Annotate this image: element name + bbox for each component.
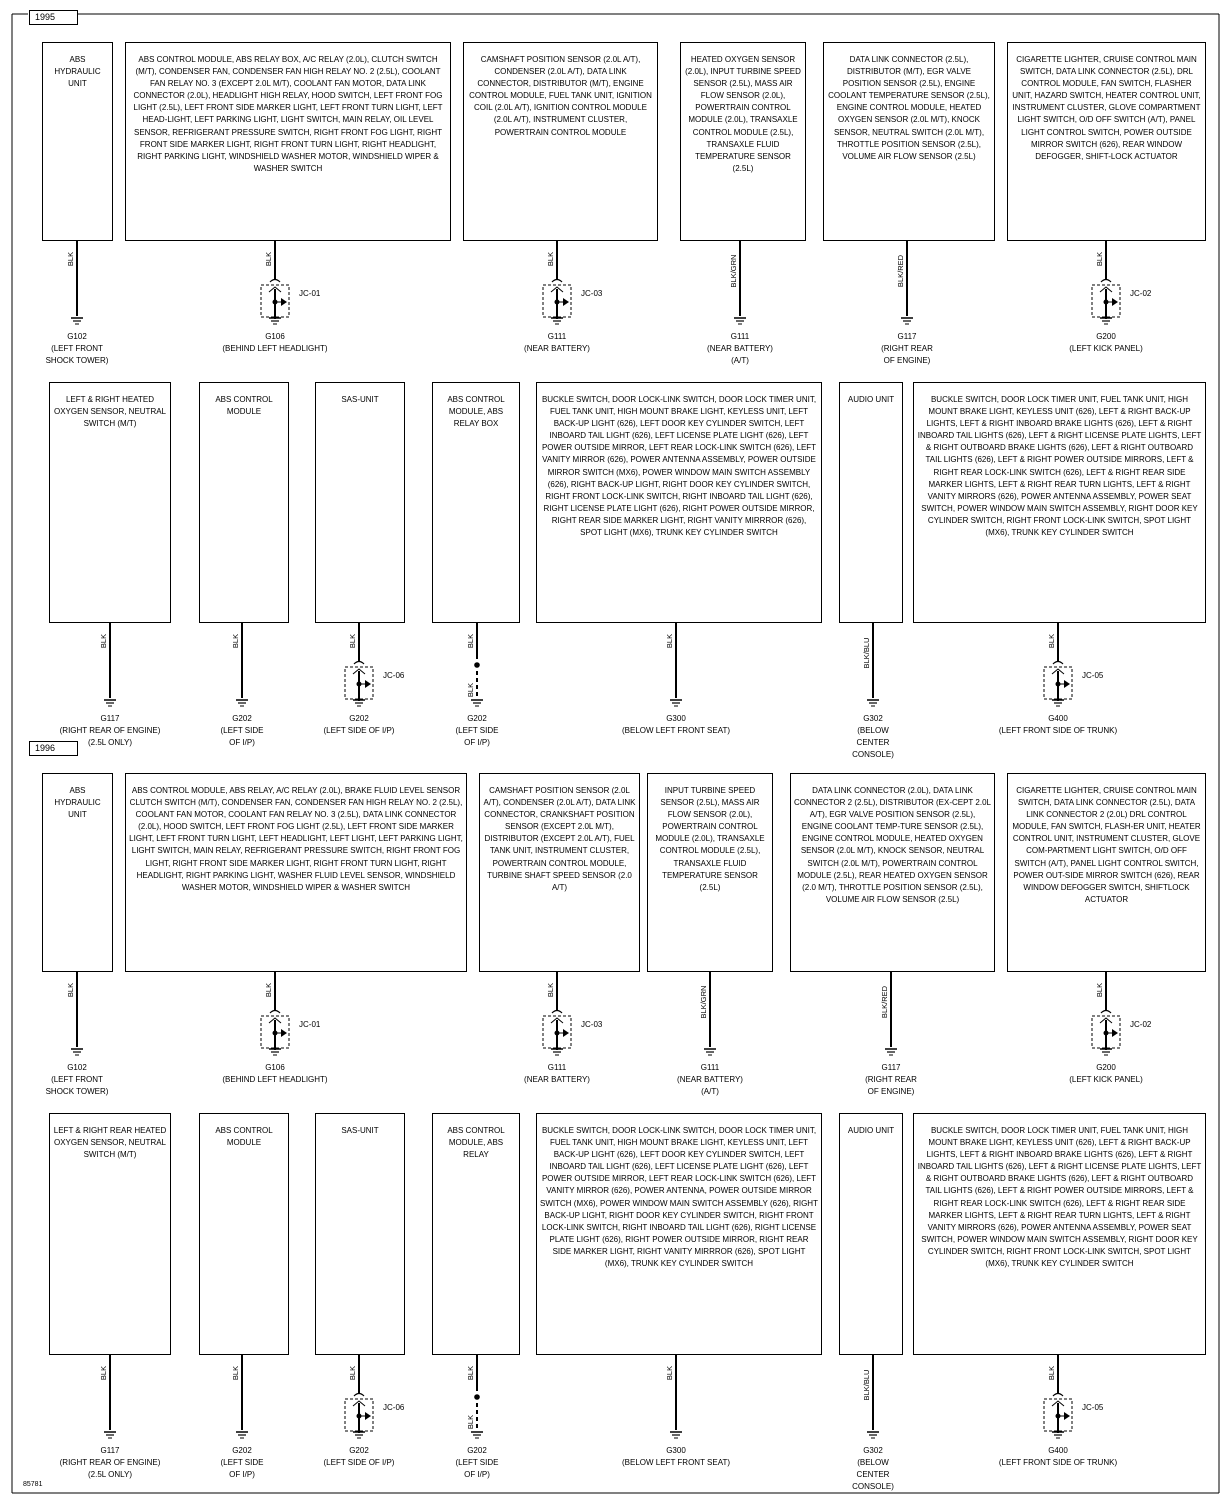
figure-number: 85781: [23, 1481, 43, 1488]
ground-id: G400: [1048, 1446, 1068, 1455]
ground-id: G200: [1096, 332, 1116, 341]
component-box: CIGARETTE LIGHTER, CRUISE CONTROL MAIN SWITCH, DATA LINK CONNECTOR (2.5L), DATA LINK CONNECTOR 2 (2.0L) DRL CONTROL MODULE, FAN SWITCH, FLASH-ER UNIT, HEATER CONTROL UNIT, INSTRUMENT CLUSTER, GLOVE COM-PARTMENT LIGHT SWITCH, O/D OFF SWITCH (A/T), PANEL LIGHT CONTROL SWITCH, POWER OUT-SIDE MIRROR SWITCH (626), REAR WINDOW DEFOGGER SWITCH, SHIFTLOCK ACTUATOR: [1007, 773, 1206, 972]
component-box: ABS CONTROL MODULE, ABS RELAY BOX, A/C RELAY (2.0L), CLUTCH SWITCH (M/T), CONDENSER FAN, CONDENSER FAN HIGH RELAY NO. 2 (2.5L), COOLANT FAN RELAY NO. 3 (EXCEPT 2.0L M/T), COOLANT FAN MOTOR, DATA LINK CONNECTOR (2.0L), HEADLIGHT HIGH RELAY, HOOD SWITCH, LEFT FRONT FOG LIGHT (2.5L), LEFT FRONT SIDE MARKER LIGHT, LEFT FRONT TURN LIGHT, LEFT HEAD-LIGHT, LEFT PARKING LIGHT, LIGHT SWITCH, MAIN RELAY, OIL LEVEL SENSOR, REFRIGERANT PRESSURE SWITCH, RIGHT FRONT FOG LIGHT, RIGHT FRONT SIDE MARKER LIGHT, RIGHT FRONT TURN LIGHT, RIGHT HEADLIGHT, RIGHT PARKING LIGHT, WINDSHIELD WASHER MOTOR, WINDSHIELD WIPER & WASHER SWITCH: [125, 42, 451, 241]
junction-label: JC-02: [1130, 289, 1152, 298]
wire-color-label: BLK: [466, 1414, 475, 1430]
junction-connector-arc: [270, 280, 280, 283]
junction-connector-arc: [1101, 280, 1111, 283]
ground-location: (LEFT SIDE OF I/P): [323, 1458, 395, 1467]
wire-color-label: BLK: [1095, 251, 1104, 267]
ground-id: G117: [100, 1446, 120, 1455]
ground-location: (RIGHT REAR OF ENGINE): [881, 344, 933, 365]
ground-id: G400: [1048, 714, 1068, 723]
component-box: BUCKLE SWITCH, DOOR LOCK-LINK SWITCH, DOOR LOCK TIMER UNIT, FUEL TANK UNIT, HIGH MOUNT BRAKE LIGHT, KEYLESS UNIT, LEFT BACK-UP LIGHT (626), LEFT DOOR KEY CYLINDER SWITCH, LEFT INBOARD TAIL LIGHT (626), LEFT LICENSE PLATE LIGHT (626), LEFT POWER OUTSIDE MIRROR, LEFT REAR LOCK-LINK SWITCH (626), LEFT VANITY MIRROR (626), POWER ANTENNA, POWER OUTSIDE MIRROR SWITCH (MX6), POWER WINDOW MAIN SWITCH ASSEMBLY (626), RIGHT BACK-UP LIGHT, RIGHT DOOR KEY CYLINDER SWITCH, RIGHT FRONT LOCK-LINK SWITCH, RIGHT INBOARD TAIL LIGHT (626), RIGHT LICENSE PLATE LIGHT (626), RIGHT POWER OUTSIDE MIRROR, RIGHT REAR SIDE MARKER LIGHT, RIGHT VANITY MIRRROR (626), SPOT LIGHT (MX6), TRUNK KEY CYLINDER SWITCH: [536, 1113, 822, 1355]
wire-color-label: BLK: [231, 1365, 240, 1381]
component-box: DATA LINK CONNECTOR (2.0L), DATA LINK CONNECTOR 2 (2.5L), DISTRIBUTOR (EX-CEPT 2.0L A/T), EGR VALVE POSITION SENSOR (2.5L), ENGINE COOLANT TEMP-TURE SENSOR (2.5L), ENGINE CONTROL MODULE, HEATED OXYGEN SENSOR (2.0L M/T), KNOCK SENSOR, NEUTRAL SWITCH (2.0L M/T), POWERTRAIN CONTROL MODULE (2.5L), REAR HEATED OXYGEN SENSOR (2.0 M/T), THROTTLE POSITION SENSOR (2.5L), VOLUME AIR FLOW SENSOR (2.5L): [790, 773, 995, 972]
component-box: CAMSHAFT POSITION SENSOR (2.0L A/T), CONDENSER (2.0L A/T), DATA LINK CONNECTOR, DISTRIBUTOR (M/T), ENGINE CONTROL MODULE, FUEL TANK UNIT, IGNITION COIL (2.0L A/T), IGNITION CONTROL MODULE (2.0L A/T), INSTRUMENT CLUSTER, POWERTRAIN CONTROL MODULE: [463, 42, 658, 241]
component-box: ABS HYDRAULIC UNIT: [42, 42, 113, 241]
junction-label: JC-05: [1082, 1403, 1104, 1412]
component-box: INPUT TURBINE SPEED SENSOR (2.5L), MASS AIR FLOW SENSOR (2.0L), POWERTRAIN CONTROL MODULE (2.0L), TRANSAXLE CONTROL MODULE (2.5L), TRANSAXLE FLUID TEMPERATURE SENSOR (2.5L): [647, 773, 773, 972]
ground-location: (BELOW LEFT FRONT SEAT): [621, 1458, 731, 1467]
ground-id: G117: [881, 1063, 901, 1072]
component-box: ABS CONTROL MODULE: [199, 1113, 289, 1355]
junction-connector-splice: [357, 1414, 362, 1419]
wire-color-label: BLK/GRN: [699, 985, 708, 1019]
wire-color-label: BLK: [348, 1365, 357, 1381]
component-box: SAS-UNIT: [315, 382, 405, 623]
ground-id: G302: [863, 1446, 883, 1455]
wire-color-label: BLK: [66, 251, 75, 267]
ground-location: (NEAR BATTERY) (A/T): [707, 344, 773, 365]
ground-id: G202: [349, 714, 369, 723]
ground-id: G202: [349, 1446, 369, 1455]
junction-connector-splice: [357, 682, 362, 687]
ground-location: (LEFT SIDE OF I/P): [220, 1458, 264, 1479]
wire-color-label: BLK: [546, 982, 555, 998]
junction-connector-arc: [552, 1011, 562, 1014]
ground-location: (NEAR BATTERY): [524, 1075, 590, 1084]
ground-id: G200: [1096, 1063, 1116, 1072]
junction-connector-splice: [555, 1031, 560, 1036]
junction-label: JC-06: [383, 671, 405, 680]
component-box: DATA LINK CONNECTOR (2.5L), DISTRIBUTOR (M/T), EGR VALVE POSITION SENSOR (2.5L), ENGINE COOLANT TEMPERATURE SENSOR (2.5L), ENGINE CONTROL MODULE, HEATED OXYGEN SENSOR (2.0L M/T), KNOCK SENSOR, NEUTRAL SWITCH (2.0L M/T), THROTTLE POSITION SENSOR (2.5L), VOLUME AIR FLOW SENSOR (2.5L): [823, 42, 995, 241]
ground-id: G111: [547, 332, 567, 341]
component-box: LEFT & RIGHT HEATED OXYGEN SENSOR, NEUTRAL SWITCH (M/T): [49, 382, 171, 623]
component-box: LEFT & RIGHT REAR HEATED OXYGEN SENSOR, NEUTRAL SWITCH (M/T): [49, 1113, 171, 1355]
ground-id: G117: [897, 332, 917, 341]
ground-location: (LEFT KICK PANEL): [1069, 344, 1143, 353]
component-box: BUCKLE SWITCH, DOOR LOCK TIMER UNIT, FUEL TANK UNIT, HIGH MOUNT BRAKE LIGHT, KEYLESS UNIT (626), LEFT & RIGHT BACK-UP LIGHTS, LEFT & RIGHT INBOARD BRAKE LIGHTS (626), LEFT & RIGHT INBOARD TAIL LIGHTS (626), LEFT & RIGHT LICENSE PLATE LIGHTS, LEFT & RIGHT OUTBOARD BRAKE LIGHTS (626), LEFT & RIGHT OUTBOARD TAIL LIGHTS (626), LEFT & RIGHT POWER OUTSIDE MIRRORS, LEFT & RIGHT REAR LOCK-LINK SWITCH (626), LEFT & RIGHT REAR SIDE MARKER LIGHTS, LEFT & RIGHT REAR TURN LIGHTS, LEFT & RIGHT VANITY MIRRORS (626), POWER ANTENNA ASSEMBLY, POWER SEAT SWITCH, POWER WINDOW MAIN SWITCH ASSEMBLY, RIGHT DOOR KEY CYLINDER SWITCH, RIGHT FRONT LOCK-LINK SWITCH, SPOT LIGHT (MX6), TRUNK KEY CYLINDER SWITCH: [913, 1113, 1206, 1355]
wire-splice: [474, 1394, 480, 1400]
wire-color-label: BLK: [466, 633, 475, 649]
ground-location: (BEHIND LEFT HEADLIGHT): [222, 1075, 328, 1084]
wire-color-label: BLK/RED: [880, 985, 889, 1019]
ground-id: G106: [265, 332, 285, 341]
junction-connector-arc: [552, 280, 562, 283]
junction-connector-arc: [1053, 662, 1063, 665]
component-box: BUCKLE SWITCH, DOOR LOCK TIMER UNIT, FUEL TANK UNIT, HIGH MOUNT BRAKE LIGHT, KEYLESS UNIT (626), LEFT & RIGHT BACK-UP LIGHTS, LEFT & RIGHT INBOARD BRAKE LIGHTS (626), LEFT & RIGHT INBOARD TAIL LIGHTS (626), LEFT & RIGHT LICENSE PLATE LIGHTS, LEFT & RIGHT OUTBOARD BRAKE LIGHTS (626), LEFT & RIGHT OUTBOARD TAIL LIGHTS (626), LEFT & RIGHT POWER OUTSIDE MIRRORS, LEFT & RIGHT REAR LOCK-LINK SWITCH (626), LEFT & RIGHT REAR SIDE MARKER LIGHTS, LEFT & RIGHT REAR TURN LIGHTS, LEFT & RIGHT VANITY MIRRORS (626), POWER ANTENNA ASSEMBLY, POWER SEAT SWITCH, POWER WINDOW MAIN SWITCH ASSEMBLY, RIGHT DOOR KEY CYLINDER SWITCH, RIGHT FRONT LOCK-LINK SWITCH, SPOT LIGHT (MX6), TRUNK KEY CYLINDER SWITCH: [913, 382, 1206, 623]
wire-color-label: BLK/BLU: [862, 1369, 871, 1401]
ground-location: (LEFT SIDE OF I/P): [455, 726, 499, 747]
wire-color-label: BLK: [231, 633, 240, 649]
junction-label: JC-06: [383, 1403, 405, 1412]
component-box: ABS CONTROL MODULE, ABS RELAY: [432, 1113, 520, 1355]
wire-splice: [474, 662, 480, 668]
ground-id: G202: [467, 714, 487, 723]
component-box: SAS-UNIT: [315, 1113, 405, 1355]
ground-location: (NEAR BATTERY): [524, 344, 590, 353]
ground-id: G202: [232, 1446, 252, 1455]
ground-id: G300: [666, 1446, 686, 1455]
wire-color-label: BLK: [546, 251, 555, 267]
year-label: 1996: [29, 741, 78, 756]
component-box: AUDIO UNIT: [839, 1113, 903, 1355]
wire-color-label: BLK: [1095, 982, 1104, 998]
wire-color-label: BLK: [66, 982, 75, 998]
component-box: ABS CONTROL MODULE, ABS RELAY, A/C RELAY (2.0L), BRAKE FLUID LEVEL SENSOR CLUTCH SWITCH (M/T), CONDENSER FAN, CONDENSER FAN HIGH RELAY NO. 2 (2.5L), COOLANT FAN MOTOR, COOLANT FAN RELAY NO. 3 (2.5L), DATA LINK CONNECTOR (2.0L), HOOD SWITCH, LEFT FRONT FOG LIGHT (2.5L), LEFT FRONT SIDE MARKER LIGHT, LEFT FRONT TURN LIGHT, LEFT HEADLIGHT, LEFT LIGHT, LEFT PARKING LIGHT, LIGHT SWITCH, MAIN RELAY, REFRIGERANT PRESSURE SWITCH, RIGHT FRONT FOG LIGHT, RIGHT FRONT SIDE MARKER LIGHT, RIGHT FRONT TURN LIGHT, RIGHT HEADLIGHT, RIGHT PARKING LIGHT, WASHER FLUID LEVEL SENSOR, WINDSHIELD WASHER MOTOR, WINDSHIELD WIPER & WASHER SWITCH: [125, 773, 467, 972]
junction-connector-splice: [273, 1031, 278, 1036]
ground-location: (BELOW CENTER CONSOLE): [852, 726, 894, 759]
ground-id: G302: [863, 714, 883, 723]
junction-connector-splice: [1104, 300, 1109, 305]
junction-connector-splice: [1056, 682, 1061, 687]
junction-label: JC-03: [581, 289, 603, 298]
ground-id: G300: [666, 714, 686, 723]
ground-location: (LEFT SIDE OF I/P): [220, 726, 264, 747]
component-box: BUCKLE SWITCH, DOOR LOCK-LINK SWITCH, DOOR LOCK TIMER UNIT, FUEL TANK UNIT, HIGH MOUNT BRAKE LIGHT, KEYLESS UNIT, LEFT BACK-UP LIGHT (626), LEFT DOOR KEY CYLINDER SWITCH, LEFT INBOARD TAIL LIGHT (626), LEFT LICENSE PLATE LIGHT (626), LEFT POWER OUTSIDE MIRROR, LEFT REAR LOCK-LINK SWITCH (626), LEFT VANITY MIRROR (626), POWER ANTENNA ASSEMBLY, POWER OUTSIDE MIRROR SWITCH (MX6), POWER WINDOW MAIN SWITCH ASSEMBLY (626), RIGHT BACK-UP LIGHT, RIGHT DOOR KEY CYLINDER SWITCH, RIGHT FRONT LOCK-LINK SWITCH, RIGHT INBOARD TAIL LIGHT (626), RIGHT LICENSE PLATE LIGHT (626), RIGHT POWER OUTSIDE MIRROR, RIGHT REAR SIDE MARKER LIGHT, RIGHT VANITY MIRRROR (626), SPOT LIGHT (MX6), TRUNK KEY CYLINDER SWITCH: [536, 382, 822, 623]
ground-location: (LEFT FRONT SIDE OF TRUNK): [998, 726, 1118, 735]
ground-location: (RIGHT REAR OF ENGINE) (2.5L ONLY): [59, 1458, 161, 1479]
wire-color-label: BLK: [466, 1365, 475, 1381]
wire-color-label: BLK: [1047, 1365, 1056, 1381]
wire-color-label: BLK: [99, 633, 108, 649]
ground-id: G202: [232, 714, 252, 723]
wire-color-label: BLK: [99, 1365, 108, 1381]
ground-location: (LEFT FRONT SHOCK TOWER): [45, 1075, 109, 1096]
junction-connector-arc: [1053, 1394, 1063, 1397]
ground-location: (BELOW CENTER CONSOLE): [852, 1458, 894, 1491]
junction-label: JC-03: [581, 1020, 603, 1029]
wire-color-label: BLK: [466, 682, 475, 698]
ground-location: (BEHIND LEFT HEADLIGHT): [222, 344, 328, 353]
junction-connector-arc: [1101, 1011, 1111, 1014]
component-box: ABS CONTROL MODULE: [199, 382, 289, 623]
ground-location: (LEFT FRONT SHOCK TOWER): [45, 344, 109, 365]
junction-label: JC-01: [299, 1020, 321, 1029]
wire-color-label: BLK: [264, 251, 273, 267]
wire-color-label: BLK: [1047, 633, 1056, 649]
component-box: ABS CONTROL MODULE, ABS RELAY BOX: [432, 382, 520, 623]
ground-id: G106: [265, 1063, 285, 1072]
ground-location: (LEFT KICK PANEL): [1069, 1075, 1143, 1084]
wire-color-label: BLK/BLU: [862, 637, 871, 669]
ground-id: G111: [700, 1063, 720, 1072]
wire-color-label: BLK: [665, 1365, 674, 1381]
junction-connector-arc: [354, 1394, 364, 1397]
component-box: HEATED OXYGEN SENSOR (2.0L), INPUT TURBINE SPEED SENSOR (2.5L), MASS AIR FLOW SENSOR (2.0L), POWERTRAIN CONTROL MODULE (2.0L), TRANSAXLE CONTROL MODULE (2.5L), TRANSAXLE FLUID TEMPERATURE SENSOR (2.5L): [680, 42, 806, 241]
ground-location: (NEAR BATTERY) (A/T): [677, 1075, 743, 1096]
wire-color-label: BLK: [264, 982, 273, 998]
year-label: 1995: [29, 10, 78, 25]
ground-id: G111: [730, 332, 750, 341]
component-box: CAMSHAFT POSITION SENSOR (2.0L A/T), CONDENSER (2.0L A/T), DATA LINK CONNECTOR, CRANKSHAFT POSITION SENSOR (EXCEPT 2.0L M/T), DISTRIBUTOR (EXCEPT 2.0L A/T), FUEL TANK UNIT, INSTRUMENT CLUSTER, POWERTRAIN CONTROL MODULE, TURBINE SHAFT SPEED SENSOR (2.0 A/T): [479, 773, 640, 972]
ground-id: G102: [67, 332, 87, 341]
ground-id: G111: [547, 1063, 567, 1072]
junction-connector-arc: [354, 662, 364, 665]
ground-location: (LEFT SIDE OF I/P): [455, 1458, 499, 1479]
junction-connector-arc: [270, 1011, 280, 1014]
ground-location: (LEFT FRONT SIDE OF TRUNK): [998, 1458, 1118, 1467]
junction-connector-splice: [1056, 1414, 1061, 1419]
ground-id: G102: [67, 1063, 87, 1072]
junction-label: JC-02: [1130, 1020, 1152, 1029]
ground-location: (RIGHT REAR OF ENGINE) (2.5L ONLY): [59, 726, 161, 747]
component-box: CIGARETTE LIGHTER, CRUISE CONTROL MAIN SWITCH, DATA LINK CONNECTOR (2.5L), DRL CONTROL MODULE, FAN SWITCH, FLASHER UNIT, HAZARD SWITCH, HEATER CONTROL UNIT, INSTRUMENT CLUSTER, GLOVE COMPARTMENT LIGHT SWITCH, O/D OFF SWITCH (A/T), PANEL LIGHT CONTROL SWITCH, POWER OUTSIDE MIRROR SWITCH (626), REAR WINDOW DEFOGGER, SHIFT-LOCK ACTUATOR: [1007, 42, 1206, 241]
component-box: ABS HYDRAULIC UNIT: [42, 773, 113, 972]
ground-location: (LEFT SIDE OF I/P): [323, 726, 395, 735]
junction-connector-splice: [273, 300, 278, 305]
component-box: AUDIO UNIT: [839, 382, 903, 623]
wire-color-label: BLK: [348, 633, 357, 649]
ground-id: G117: [100, 714, 120, 723]
ground-location: (BELOW LEFT FRONT SEAT): [621, 726, 731, 735]
ground-id: G202: [467, 1446, 487, 1455]
wire-color-label: BLK/RED: [896, 254, 905, 288]
junction-label: JC-01: [299, 289, 321, 298]
junction-connector-splice: [555, 300, 560, 305]
junction-connector-splice: [1104, 1031, 1109, 1036]
junction-label: JC-05: [1082, 671, 1104, 680]
ground-location: (RIGHT REAR OF ENGINE): [865, 1075, 917, 1096]
wire-color-label: BLK/GRN: [729, 254, 738, 288]
wire-color-label: BLK: [665, 633, 674, 649]
